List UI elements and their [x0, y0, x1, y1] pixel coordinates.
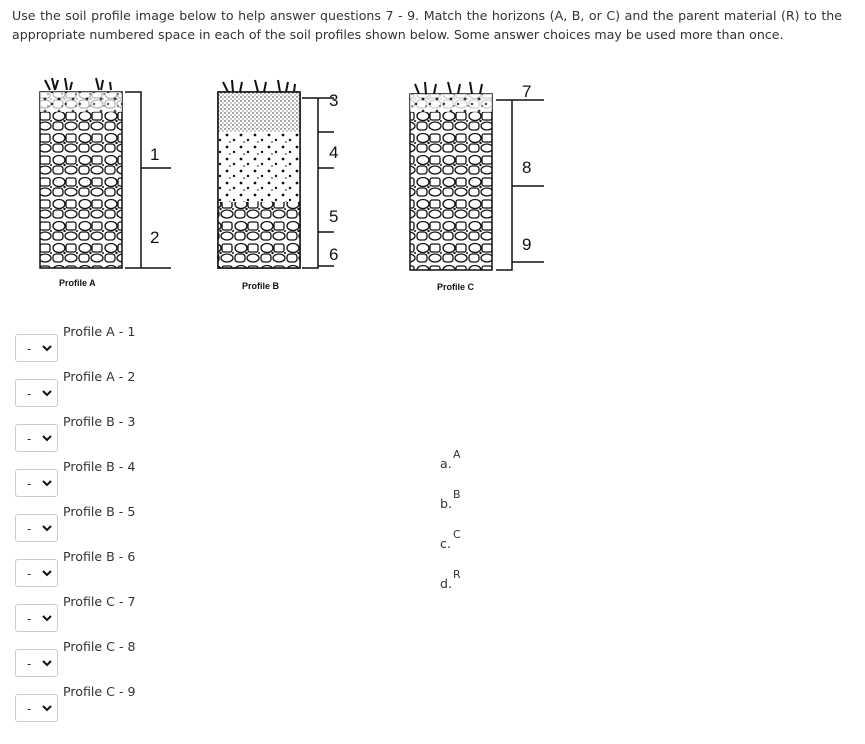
- chevron-down-icon: [40, 431, 54, 445]
- profile-b-illustration: [218, 80, 334, 268]
- profile-c-number-9: 9: [522, 235, 532, 254]
- question-row: [0, 684, 300, 728]
- chevron-down-icon: [40, 566, 54, 580]
- choice-letter: b.: [440, 496, 452, 511]
- question-row: [0, 504, 300, 548]
- answer-dropdown[interactable]: [15, 469, 58, 497]
- dropdown-value: -: [27, 657, 32, 671]
- profile-a-number-2: 2: [150, 228, 160, 247]
- chevron-down-icon: [40, 476, 54, 490]
- question-row: [0, 414, 300, 458]
- profile-a-label: Profile A: [59, 278, 96, 288]
- question-label: Profile B - 5: [63, 504, 136, 519]
- choice-item: [430, 488, 490, 518]
- question-label: Profile C - 7: [63, 594, 136, 609]
- question-row: [0, 594, 300, 638]
- profile-b-number-4: 4: [329, 143, 339, 162]
- answer-dropdown[interactable]: [15, 694, 58, 722]
- question-label: Profile A - 2: [63, 369, 136, 384]
- soil-profile-figure: [0, 0, 865, 310]
- question-label: Profile C - 8: [63, 639, 136, 654]
- instructions-text: Use the soil profile image below to help answer questions 7 - 9. Match the horizons (A, B, or C) and the parent material (R) to the appropriate numbered space in each of the soil profiles shown below. Some answer choices may be used more than once.: [12, 8, 842, 42]
- question-label: Profile B - 4: [63, 459, 136, 474]
- chevron-down-icon: [40, 701, 54, 715]
- chevron-down-icon: [40, 656, 54, 670]
- dropdown-value: -: [27, 387, 32, 401]
- dropdown-value: -: [27, 612, 32, 626]
- answer-dropdown[interactable]: [15, 514, 58, 542]
- answer-dropdown[interactable]: [15, 334, 58, 362]
- answer-dropdown[interactable]: [15, 379, 58, 407]
- chevron-down-icon: [40, 341, 54, 355]
- chevron-down-icon: [40, 521, 54, 535]
- dropdown-value: -: [27, 342, 32, 356]
- choice-item: [430, 528, 490, 558]
- dropdown-value: -: [27, 432, 32, 446]
- question-row: [0, 459, 300, 503]
- profile-b-label: Profile B: [242, 281, 280, 291]
- profile-b-number-5: 5: [329, 207, 339, 226]
- choice-value: R: [453, 568, 461, 581]
- dropdown-value: -: [27, 522, 32, 536]
- choice-value: B: [453, 488, 461, 501]
- chevron-down-icon: [40, 611, 54, 625]
- question-label: Profile A - 1: [63, 324, 136, 339]
- dropdown-value: -: [27, 702, 32, 716]
- question-row: [0, 369, 300, 413]
- choice-value: A: [453, 448, 461, 461]
- dropdown-value: -: [27, 477, 32, 491]
- chevron-down-icon: [40, 386, 54, 400]
- choice-item: [430, 568, 490, 598]
- profile-c-number-8: 8: [522, 158, 532, 177]
- profile-a-number-1: 1: [150, 145, 160, 164]
- question-row: [0, 639, 300, 683]
- profile-b-number-6: 6: [329, 245, 339, 264]
- answer-dropdown[interactable]: [15, 649, 58, 677]
- choice-item: [430, 448, 490, 478]
- answer-choices: [430, 440, 490, 600]
- profile-c-label: Profile C: [437, 282, 475, 292]
- dropdown-value: -: [27, 567, 32, 581]
- question-label: Profile B - 6: [63, 549, 136, 564]
- answer-dropdown[interactable]: [15, 604, 58, 632]
- question-label: Profile C - 9: [63, 684, 136, 699]
- question-row: [0, 549, 300, 593]
- answer-dropdown[interactable]: [15, 559, 58, 587]
- answer-dropdown[interactable]: [15, 424, 58, 452]
- choice-value: C: [453, 528, 461, 541]
- profile-b-number-3: 3: [329, 91, 339, 110]
- choice-letter: c.: [440, 536, 451, 551]
- profile-c-number-7: 7: [522, 82, 532, 101]
- question-label: Profile B - 3: [63, 414, 136, 429]
- choice-letter: a.: [440, 456, 452, 471]
- question-row: [0, 324, 300, 368]
- choice-letter: d.: [440, 576, 452, 591]
